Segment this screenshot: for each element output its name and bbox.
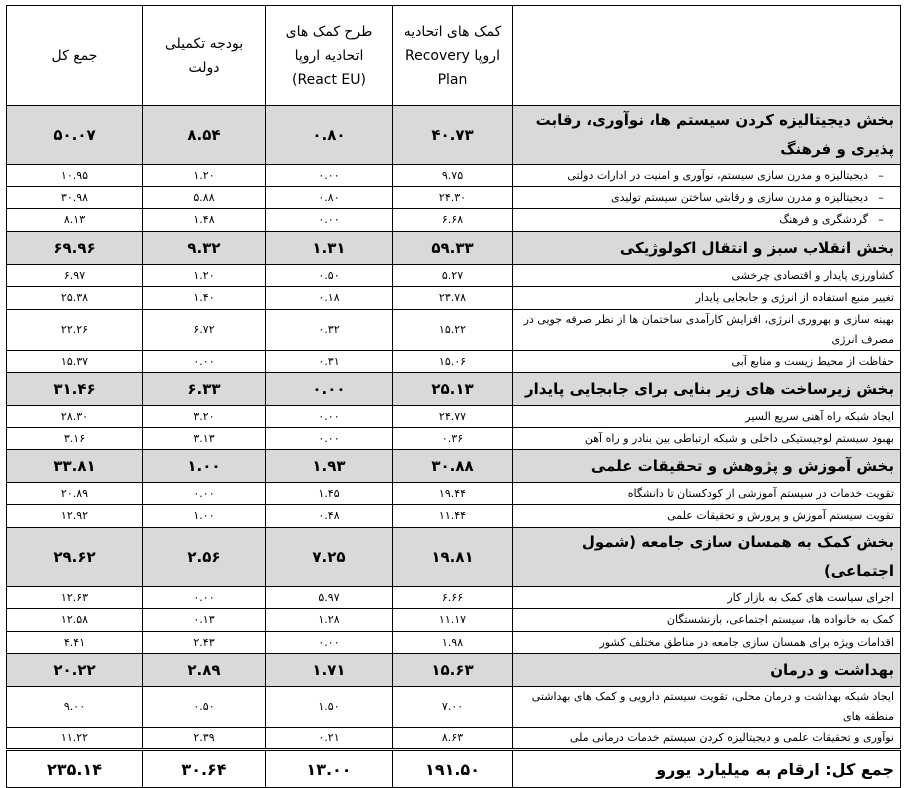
- section-eu-value: ۳۰.۸۸: [393, 450, 513, 483]
- item-react-value: ۰.۳۱: [266, 351, 393, 373]
- section-state-value: ۸.۵۴: [143, 106, 266, 165]
- item-total-value: ۶.۹۷: [7, 265, 143, 287]
- item-state-value: ۳.۱۳: [143, 428, 266, 450]
- item-total-value: ۳.۱۶: [7, 428, 143, 450]
- section-react-value: ۱.۹۳: [266, 450, 393, 483]
- item-label-cell: [513, 632, 901, 654]
- header-state-budget: بودجه تکمیلی دولت: [143, 6, 266, 106]
- item-row: [7, 187, 901, 209]
- header-row: [7, 6, 901, 106]
- item-row: [7, 632, 901, 654]
- item-state-value: ۰.۰۰: [143, 587, 266, 609]
- section-react-value: ۰.۰۰: [266, 373, 393, 406]
- section-title: بخش دیجیتالیزه کردن سیستم ها، نوآوری، رقابت پذیری و فرهنگ: [513, 106, 901, 165]
- item-label: نوآوری و تحقیقات علمی و دیجیتالیزه کردن سیستم خدمات درمانی ملی: [569, 731, 894, 744]
- section-react-value: ۱.۷۱: [266, 654, 393, 687]
- item-state-value: ۵.۸۸: [143, 187, 266, 209]
- item-row: [7, 310, 901, 351]
- item-row: [7, 609, 901, 632]
- item-react-value: ۰.۰۰: [266, 428, 393, 450]
- item-react-value: ۰.۸۰: [266, 187, 393, 209]
- item-eu-value: ۶.۶۸: [393, 209, 513, 232]
- item-label: اجرای سیاست های کمک به بازار کار: [727, 590, 894, 604]
- item-react-value: ۰.۰۰: [266, 406, 393, 428]
- item-label: کشاورزی پایدار و اقتصادی چرخشی: [731, 268, 894, 282]
- section-react-value: ۷.۲۵: [266, 528, 393, 587]
- section-title: بخش انقلاب سبز و انتقال اکولوژیکی: [513, 232, 901, 265]
- item-total-value: ۱۱.۲۲: [7, 728, 143, 750]
- item-label-cell: [513, 265, 901, 287]
- item-label-cell: [513, 310, 901, 351]
- section-total-value: ۵۰.۰۷: [7, 106, 143, 165]
- section-react-value: ۰.۸۰: [266, 106, 393, 165]
- item-total-value: ۱۵.۳۷: [7, 351, 143, 373]
- item-react-value: ۵.۹۷: [266, 587, 393, 609]
- item-react-value: ۰.۰۰: [266, 632, 393, 654]
- item-total-value: ۲۸.۳۰: [7, 406, 143, 428]
- item-state-value: ۱.۴۸: [143, 209, 266, 232]
- section-row: [7, 106, 901, 165]
- item-bullet: –: [878, 190, 884, 204]
- item-row: [7, 428, 901, 450]
- item-label: تقویت خدمات در سیستم آموزشی از کودکستان تا دانشگاه: [627, 486, 894, 500]
- recovery-plan-table: [6, 5, 901, 788]
- item-state-value: ۰.۰۰: [143, 483, 266, 505]
- item-eu-value: ۷.۰۰: [393, 687, 513, 728]
- item-eu-value: ۱۹.۴۴: [393, 483, 513, 505]
- item-bullet: –: [878, 213, 884, 226]
- item-state-value: ۲.۳۹: [143, 728, 266, 750]
- item-total-value: ۱۲.۶۳: [7, 587, 143, 609]
- section-eu-value: ۴۰.۷۳: [393, 106, 513, 165]
- section-title: بخش کمک به همسان سازی جامعه (شمول اجتماعی): [513, 528, 901, 587]
- item-state-value: ۱.۲۰: [143, 265, 266, 287]
- item-eu-value: ۲۴.۷۷: [393, 406, 513, 428]
- section-eu-value: ۱۵.۶۳: [393, 654, 513, 687]
- item-label-cell: [513, 209, 901, 232]
- item-total-value: ۲۰.۸۹: [7, 483, 143, 505]
- item-state-value: ۰.۵۰: [143, 687, 266, 728]
- item-eu-value: ۱.۹۸: [393, 632, 513, 654]
- item-label: ایجاد شبکه بهداشت و درمان محلی، تقویت سیستم دارویی و کمک های بهداشتی منطقه های: [531, 690, 894, 723]
- item-label-cell: [513, 287, 901, 310]
- section-eu-value: ۲۵.۱۳: [393, 373, 513, 406]
- item-label-cell: [513, 587, 901, 609]
- item-label-cell: [513, 505, 901, 528]
- item-row: [7, 165, 901, 187]
- item-state-value: ۱.۴۰: [143, 287, 266, 310]
- header-eu-recovery: کمک های اتحادیه اروپا Recovery Plan: [393, 6, 513, 106]
- section-title: بهداشت و درمان: [513, 654, 901, 687]
- item-state-value: ۱.۲۰: [143, 165, 266, 187]
- item-state-value: ۳.۲۰: [143, 406, 266, 428]
- item-eu-value: ۵.۲۷: [393, 265, 513, 287]
- item-row: [7, 406, 901, 428]
- section-row: [7, 450, 901, 483]
- grand-total-total: ۲۳۵.۱۴: [7, 750, 143, 788]
- item-react-value: ۰.۰۰: [266, 209, 393, 232]
- item-row: [7, 687, 901, 728]
- item-label-cell: [513, 609, 901, 632]
- item-react-value: ۰.۳۲: [266, 310, 393, 351]
- item-label: حفاظت از محیط زیست و منابع آبی: [731, 354, 894, 368]
- section-row: [7, 654, 901, 687]
- item-react-value: ۰.۱۸: [266, 287, 393, 310]
- item-label: بهینه سازی و بهروری انرژی، افزایش کارآمدی ساختمان ها از نظر صرفه جویی در مصرف انرژی: [523, 313, 894, 346]
- item-react-value: ۰.۵۰: [266, 265, 393, 287]
- item-react-value: ۱.۵۰: [266, 687, 393, 728]
- item-total-value: ۴.۴۱: [7, 632, 143, 654]
- item-row: [7, 505, 901, 528]
- item-state-value: ۱.۰۰: [143, 505, 266, 528]
- item-state-value: ۰.۱۳: [143, 609, 266, 632]
- item-row: [7, 287, 901, 310]
- item-label: دیجیتالیزه و مدرن سازی و رقابتی ساختن سیستم تولیدی: [610, 190, 868, 204]
- item-label: اقدامات ویژه برای همسان سازی جامعه در مناطق مختلف کشور: [599, 635, 894, 649]
- item-total-value: ۱۲.۹۲: [7, 505, 143, 528]
- item-label: گردشگری و فرهنگ: [779, 213, 868, 226]
- item-eu-value: ۱۵.۰۶: [393, 351, 513, 373]
- section-total-value: ۲۰.۲۲: [7, 654, 143, 687]
- grand-total-state: ۳۰.۶۴: [143, 750, 266, 788]
- item-bullet: –: [878, 168, 884, 182]
- item-label-cell: [513, 687, 901, 728]
- grand-total-eu: ۱۹۱.۵۰: [393, 750, 513, 788]
- item-eu-value: ۱۱.۱۷: [393, 609, 513, 632]
- item-label: بهبود سیستم لوجیستیکی داخلی و شبکه ارتباطی بین بنادر و راه آهن: [584, 431, 894, 445]
- section-row: [7, 232, 901, 265]
- item-label-cell: [513, 406, 901, 428]
- item-react-value: ۰.۴۸: [266, 505, 393, 528]
- section-state-value: ۹.۳۲: [143, 232, 266, 265]
- item-row: [7, 587, 901, 609]
- item-total-value: ۱۰.۹۵: [7, 165, 143, 187]
- item-total-value: ۲۵.۳۸: [7, 287, 143, 310]
- section-state-value: ۱.۰۰: [143, 450, 266, 483]
- item-total-value: ۸.۱۳: [7, 209, 143, 232]
- item-row: [7, 483, 901, 505]
- item-row: [7, 728, 901, 750]
- section-total-value: ۶۹.۹۶: [7, 232, 143, 265]
- item-total-value: ۲۲.۲۶: [7, 310, 143, 351]
- item-row: [7, 351, 901, 373]
- item-eu-value: ۱۵.۲۲: [393, 310, 513, 351]
- item-react-value: ۱.۲۸: [266, 609, 393, 632]
- grand-total-label: جمع کل: ارقام به میلیارد یورو: [513, 750, 901, 788]
- item-state-value: ۲.۴۳: [143, 632, 266, 654]
- item-label-cell: [513, 428, 901, 450]
- section-title: بخش آموزش و پژوهش و تحقیقات علمی: [513, 450, 901, 483]
- item-label-cell: [513, 187, 901, 209]
- item-eu-value: ۶.۶۶: [393, 587, 513, 609]
- item-row: [7, 265, 901, 287]
- item-react-value: ۰.۰۰: [266, 165, 393, 187]
- item-label-cell: [513, 728, 901, 750]
- item-label-cell: [513, 483, 901, 505]
- budget-table-container: [6, 5, 900, 788]
- item-react-value: ۱.۴۵: [266, 483, 393, 505]
- header-label-cell: [513, 6, 901, 106]
- section-total-value: ۳۱.۴۶: [7, 373, 143, 406]
- item-state-value: ۰.۰۰: [143, 351, 266, 373]
- item-label: کمک به خانواده ها، سیستم اجتماعی، بازنشستگان: [666, 613, 894, 626]
- section-eu-value: ۱۹.۸۱: [393, 528, 513, 587]
- grand-total-react: ۱۳.۰۰: [266, 750, 393, 788]
- item-eu-value: ۹.۷۵: [393, 165, 513, 187]
- section-react-value: ۱.۳۱: [266, 232, 393, 265]
- item-eu-value: ۱۱.۴۴: [393, 505, 513, 528]
- item-label-cell: [513, 351, 901, 373]
- item-eu-value: ۰.۳۶: [393, 428, 513, 450]
- section-title: بخش زیرساخت های زیر بنایی برای جابجایی پایدار: [513, 373, 901, 406]
- item-label-cell: [513, 165, 901, 187]
- item-label: ایجاد شبکه راه آهنی سریع السیر: [745, 409, 894, 423]
- item-eu-value: ۲۴.۳۰: [393, 187, 513, 209]
- item-react-value: ۰.۲۱: [266, 728, 393, 750]
- section-row: [7, 528, 901, 587]
- section-state-value: ۲.۵۶: [143, 528, 266, 587]
- section-eu-value: ۵۹.۳۳: [393, 232, 513, 265]
- item-total-value: ۹.۰۰: [7, 687, 143, 728]
- item-eu-value: ۲۳.۷۸: [393, 287, 513, 310]
- section-total-value: ۳۳.۸۱: [7, 450, 143, 483]
- section-total-value: ۲۹.۶۲: [7, 528, 143, 587]
- item-label: تغییر منبع استفاده از انرژی و جابجایی پایدار: [695, 291, 894, 304]
- header-react-eu: طرح کمک های اتحادیه اروپا (React EU): [266, 6, 393, 106]
- item-total-value: ۳۰.۹۸: [7, 187, 143, 209]
- item-label: دیجیتالیزه و مدرن سازی سیستم، نوآوری و امنیت در ادارات دولتی: [567, 168, 868, 182]
- section-state-value: ۲.۸۹: [143, 654, 266, 687]
- section-row: [7, 373, 901, 406]
- item-eu-value: ۸.۶۳: [393, 728, 513, 750]
- grand-total-row: [7, 750, 901, 788]
- header-total: جمع کل: [7, 6, 143, 106]
- item-state-value: ۶.۷۲: [143, 310, 266, 351]
- item-total-value: ۱۲.۵۸: [7, 609, 143, 632]
- section-state-value: ۶.۳۳: [143, 373, 266, 406]
- item-row: [7, 209, 901, 232]
- item-label: تقویت سیستم آموزش و پرورش و تحقیقات علمی: [667, 509, 894, 522]
